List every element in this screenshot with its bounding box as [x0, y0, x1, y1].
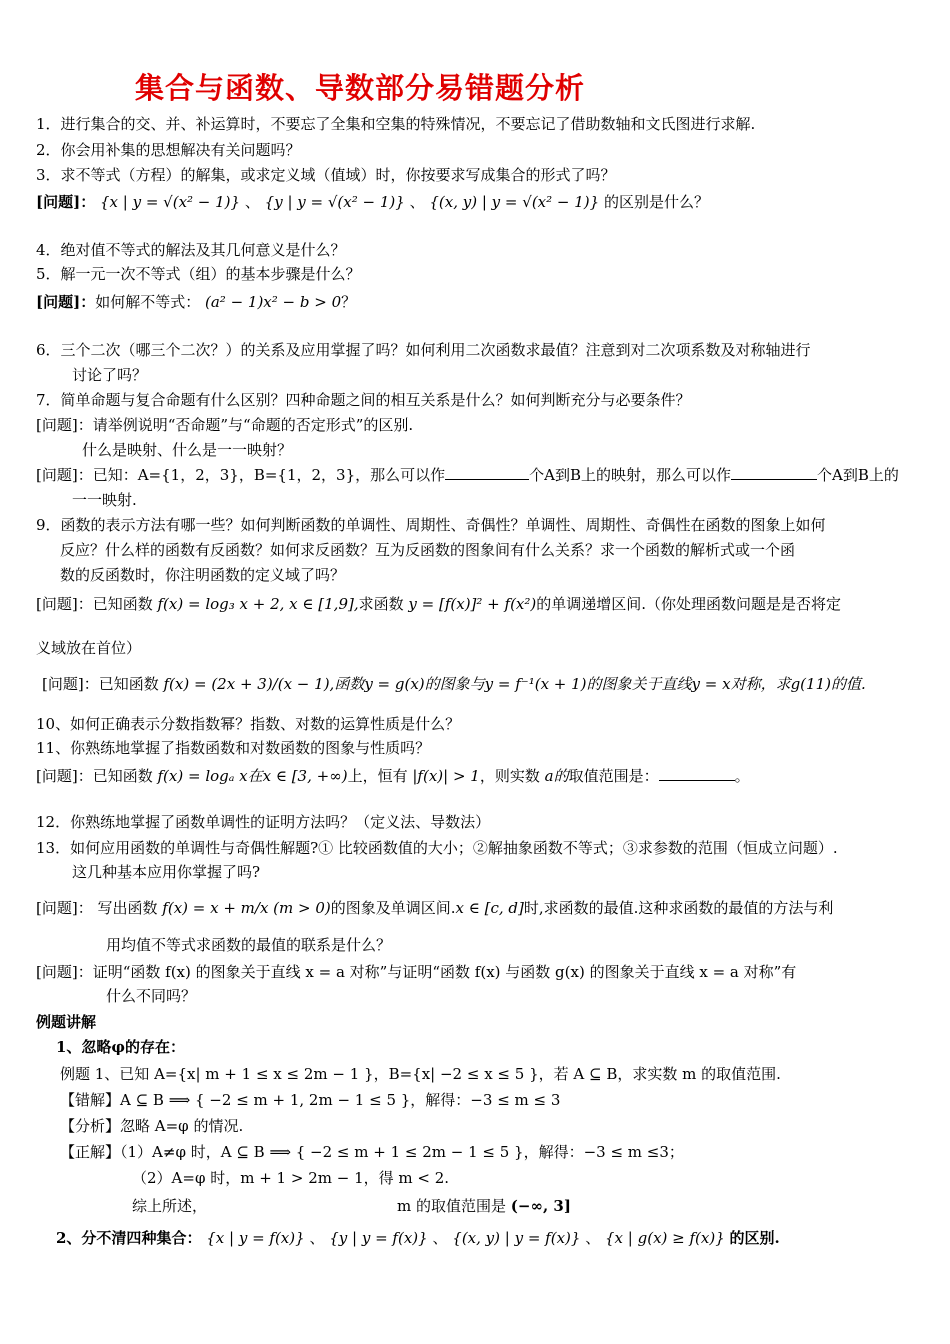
question-tag: [问题]：已知函数	[36, 767, 153, 785]
question-text: 的单调递增区间.（你处理函数问题是是否将定	[536, 595, 842, 613]
item-10: 10、如何正确表示分数指数幂？指数、对数的运算性质是什么？	[36, 715, 461, 733]
conclusion-text: 综上所述，	[132, 1197, 208, 1215]
separator: 、	[309, 1229, 325, 1247]
math-function: f(x) = x + m/x (m > 0)	[162, 899, 331, 917]
question-tail: 。	[734, 767, 750, 785]
math-set-2: {y | y = f(x)}	[329, 1229, 428, 1247]
example-1-heading: 1、忽略φ的存在：	[56, 1038, 186, 1056]
question-tag: [问题]：已知函数	[36, 595, 153, 613]
question-tail: ？	[341, 293, 357, 311]
math-function: f(x) = log₃ x + 2, x ∈ [1,9],	[157, 595, 359, 613]
item-5: 5．解一元一次不等式（组）的基本步骤是什么？	[36, 265, 361, 283]
example-1-wrong-solution: 【错解】A ⊆ B ⟹ { −2 ≤ m + 1, 2m − 1 ≤ 5 }，解得：−3 ≤ m ≤ 3	[60, 1091, 561, 1109]
item-2: 2．你会用补集的思想解决有关问题吗？	[36, 141, 301, 159]
item-11-question	[36, 766, 906, 786]
question-tag: [问题]：已知函数	[42, 675, 159, 693]
math-set-1: {x | y = √(x² − 1)}	[99, 193, 241, 211]
question-text: 如何解不等式：	[95, 293, 201, 311]
item-3-question	[36, 192, 906, 212]
item-9-line-1: 9．函数的表示方法有哪一些？如何判断函数的单调性、周期性、奇偶性？单调性、周期性、奇偶性在函数的图象上如何	[36, 516, 826, 534]
item-8-question-line-2: 一一映射.	[72, 491, 137, 509]
example-1-conclusion	[132, 1196, 950, 1216]
item-1: 1．进行集合的交、并、补运算时，不要忘了全集和空集的特殊情况，不要忘记了借助数轴和文氏图进行求解.	[36, 115, 756, 133]
example-1-correct-solution-2: （2）A=φ 时，m + 1 > 2m − 1，得 m < 2.	[132, 1169, 450, 1187]
math-statement: 函数y = g(x)的图象与y = f⁻¹(x + 1)的图象关于直线y = x对称，求g(11)的值.	[334, 675, 866, 693]
item-9-question-line-2: 义域放在首位）	[36, 639, 142, 657]
item-4: 4．绝对值不等式的解法及其几何意义是什么？	[36, 241, 346, 259]
question-tag: [问题]：	[36, 293, 96, 311]
math-set-3: {(x, y) | y = √(x² − 1)}	[429, 193, 600, 211]
question-tag: [问题]：	[36, 193, 96, 211]
conclusion-text: m 的取值范围是	[397, 1197, 507, 1215]
examples-heading: 例题讲解	[36, 1013, 97, 1031]
example-2-title: 2、分不清四种集合：	[56, 1229, 202, 1247]
example-2-heading	[56, 1228, 926, 1248]
item-9-question	[36, 594, 906, 614]
question-tag: [问题]：	[36, 963, 93, 981]
item-11: 11、你熟练地掌握了指数函数和对数函数的图象与性质吗？	[36, 739, 431, 757]
math-interval: x ∈ [c, d]	[455, 899, 524, 917]
separator: 、	[432, 1229, 448, 1247]
example-2-tail: 的区别.	[729, 1229, 780, 1247]
example-1-question: 例题 1、已知 A={x| m + 1 ≤ x ≤ 2m − 1 }，B={x| −2 ≤ x ≤ 5 }，若 A ⊆ B，求实数 m 的取值范围.	[60, 1065, 781, 1083]
math-answer: (−∞, 3]	[510, 1197, 571, 1215]
math-function: f(x) = (2x + 3)/(x − 1),	[163, 675, 335, 693]
item-9-line-3: 数的反函数时，你注明函数的定义域了吗？	[60, 566, 346, 584]
item-7: 7．简单命题与复合命题有什么区别？四种命题之间的相互关系是什么？如何判断充分与必要条件？	[36, 391, 691, 409]
math-set-4: {x | g(x) ≥ f(x)}	[605, 1229, 725, 1247]
question-text: 写出函数	[97, 899, 158, 917]
question-text: ，则实数	[479, 767, 540, 785]
item-13-question	[36, 898, 906, 918]
question-text: 求函数	[358, 595, 404, 613]
question-text-c: 个A到B上的	[817, 466, 899, 484]
item-13-line-2: 这几种基本应用你掌握了吗?	[72, 863, 261, 881]
math-log-function: f(x) = logₐ x在x ∈ [3, +∞)	[157, 767, 348, 785]
math-inequality: (a² − 1)x² − b > 0	[205, 293, 342, 311]
example-1-correct-solution: 【正解】（1）A≠φ 时，A ⊆ B ⟹ { −2 ≤ m + 1 ≤ 2m − 1 ≤ 5 }，解得：−3 ≤ m ≤3；	[60, 1143, 684, 1161]
item-6-line-1: 6．三个二次（哪三个二次？）的关系及应用掌握了吗？如何利用二次函数求最值？注意到对二次项系数及对称轴进行	[36, 341, 811, 359]
answer-blank	[445, 465, 529, 480]
item-13-question-line-2: 用均值不等式求函数的最值的联系是什么？	[106, 936, 392, 954]
item-6-line-2: 讨论了吗？	[72, 366, 148, 384]
question-text-a: [问题]：已知：A={1，2，3}，B={1，2，3}，那么可以作	[36, 466, 446, 484]
question-text: 取值范围是：	[568, 767, 659, 785]
question-text: 时,求函数的最值.这种求函数的最值的方法与利	[523, 899, 834, 917]
question-text: 的图象及单调区间.	[330, 899, 456, 917]
math-condition: |f(x)| > 1	[412, 767, 480, 785]
question-text: 上，恒有	[347, 767, 408, 785]
item-8: 什么是映射、什么是一一映射？	[82, 441, 293, 459]
math-set-1: {x | y = f(x)}	[206, 1229, 305, 1247]
math-composite: y = [f(x)]² + f(x²)	[408, 595, 537, 613]
item-9-line-2: 反应？什么样的函数有反函数？如何求反函数？互为反函数的图象间有什么关系？求一个函数的解析式或一个函	[60, 541, 796, 559]
item-13-question-2-line-2: 什么不同吗？	[106, 987, 197, 1005]
question-tail: 的区别是什么？	[603, 193, 709, 211]
item-12: 12．你熟练地掌握了函数单调性的证明方法吗？（定义法、导数法）	[36, 813, 491, 831]
separator: 、	[585, 1229, 601, 1247]
separator: 、	[244, 193, 260, 211]
math-set-3: {(x, y) | y = f(x)}	[452, 1229, 581, 1247]
item-8-question	[36, 465, 906, 485]
separator: 、	[409, 193, 425, 211]
item-9-question-2	[42, 674, 912, 694]
item-3: 3．求不等式（方程）的解集，或求定义域（值域）时，你按要求写成集合的形式了吗？	[36, 166, 616, 184]
question-tag: [问题]：	[36, 899, 93, 917]
item-13-question-2	[36, 962, 906, 982]
example-1-analysis: 【分析】忽略 A=φ 的情况.	[60, 1117, 244, 1135]
item-5-question	[36, 292, 906, 312]
item-7-question: [问题]：请举例说明“否命题”与“命题的否定形式”的区别.	[36, 416, 414, 434]
page-title: 集合与函数、导数部分易错题分析	[135, 71, 586, 105]
question-text: 证明“函数 f(x) 的图象关于直线 x = a 对称”与证明“函数 f(x) 与函数 g(x) 的图象关于直线 x = a 对称”有	[92, 963, 797, 981]
item-13-line-1: 13．如何应用函数的单调性与奇偶性解题?① 比较函数值的大小；②解抽象函数不等式；③求参数的范围（恒成立问题）.	[36, 839, 838, 857]
question-text-b: 个A到B上的映射，那么可以作	[529, 466, 731, 484]
answer-blank	[659, 766, 735, 781]
math-set-2: {y | y = √(x² − 1)}	[264, 193, 405, 211]
answer-blank	[731, 465, 817, 480]
math-variable: a的	[544, 767, 569, 785]
